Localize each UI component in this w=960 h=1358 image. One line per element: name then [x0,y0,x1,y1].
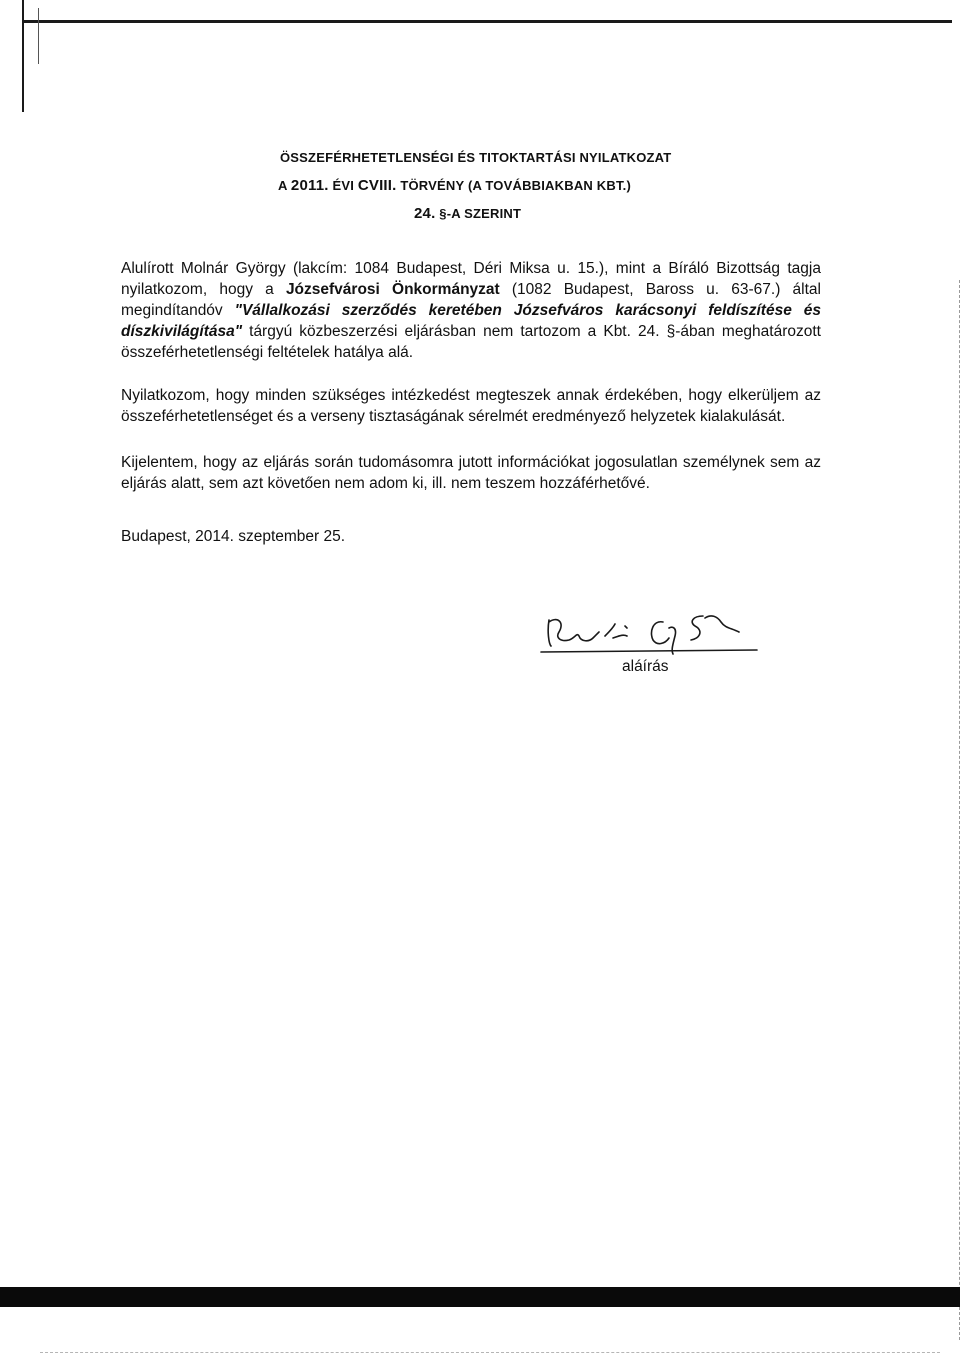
law-ref-suffix: TÖRVÉNY (A TOVÁBBIAKBAN KBT.) [396,178,632,193]
handwritten-signature [535,592,765,662]
section-number: 24. [414,205,436,222]
law-reference [278,177,698,194]
law-ref-prefix: A [278,178,291,193]
declaration-title [280,150,680,165]
scan-border-top [22,20,952,23]
signature-drawing [535,592,765,662]
paragraph-declarant [121,258,821,363]
section-reference [414,205,614,222]
scan-border-bottom [0,1287,960,1307]
scan-edge-bottom [40,1352,940,1354]
paragraph-confidentiality: Kijelentem, hogy az eljárás során tudomásomra jutott információkat jogosulatlan személynek sem az eljárás alatt, sem azt követően nem adom ki, ill. nem teszem hozzáférhetővé. [121,454,821,492]
signature-label: aláírás [622,658,669,675]
paragraph-conflict: Nyilatkozom, hogy minden szükséges intézkedést megteszek annak érdekében, hogy elkerüljem az összeférhetetlenséget és a verseny tisztaságának sérelmét eredményező helyzetek kialakulását. [121,387,821,425]
organization-name: Józsefvárosi Önkormányzat [285,281,500,298]
scan-tick-mark [38,8,39,64]
law-year: 2011. [290,177,329,194]
scan-border-left [22,0,24,112]
title-text: ÖSSZEFÉRHETETLENSÉGI ÉS TITOKTARTÁSI NYILATKOZAT [280,150,672,165]
law-ref-mid: ÉVI [328,178,358,193]
place-and-date: Budapest, 2014. szeptember 25. [121,528,346,545]
p1-text-a: Alulírott Molnár György (lakcím: 1084 Budapest, Déri Miksa u. 15.), mint a Bíráló Bizottság tagja nyilatkozom, hogy a [121,260,821,298]
law-number: CVIII. [357,177,397,194]
p1-text-b: (1082 Budapest, Baross u. 63-67.) által megindítandóv [121,281,821,319]
p1-text-c: tárgyú közbeszerzési eljárásban nem tartozom a Kbt. 24. §-ában meghatározott összeférhetetlenségi feltételek hatálya alá. [121,323,821,361]
procurement-subject: "Vállalkozási szerződés keretében Józsefváros karácsonyi feldíszítése és díszkivilágítása" [121,302,821,340]
section-text: §-A SZERINT [435,206,522,221]
